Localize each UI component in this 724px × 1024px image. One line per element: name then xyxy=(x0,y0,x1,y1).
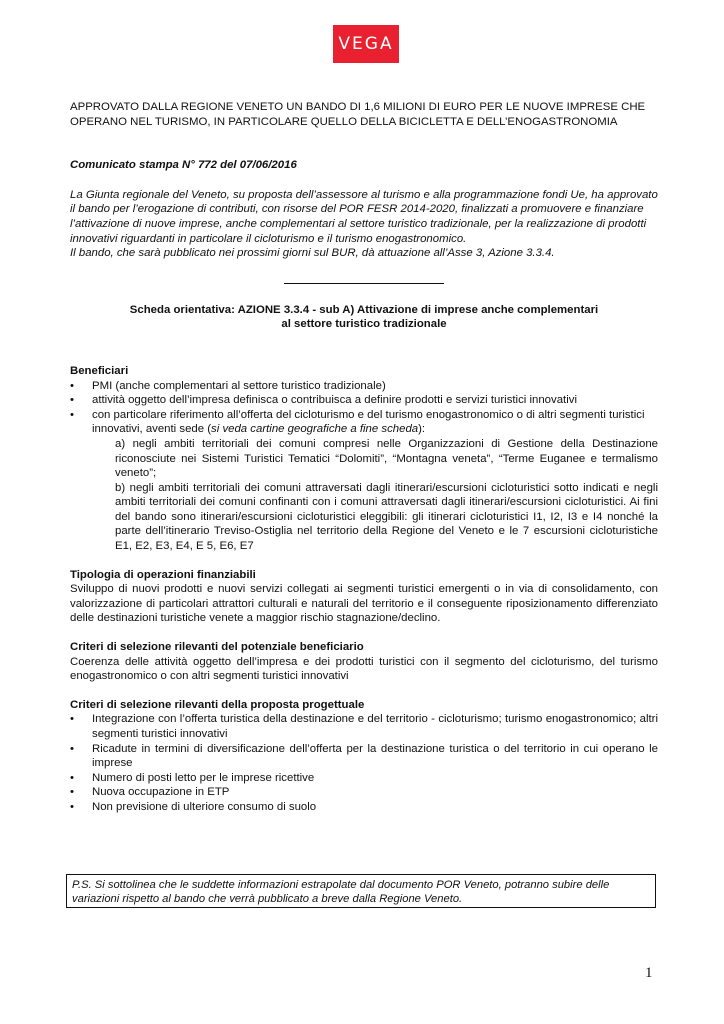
press-release-id: Comunicato stampa N° 772 del 07/06/2016 xyxy=(70,159,297,172)
sub-item-a: a) negli ambiti territoriali dei comuni compresi nelle Organizzazioni di Gestione della Destinazione riconosciute nei Sistemi Turistici Tematici “Dolomiti”, “Montagna veneta”, “Terme Euganee e termalismo veneto”; xyxy=(115,437,658,480)
intro-paragraph xyxy=(70,188,658,261)
beneficiari-heading: Beneficiari xyxy=(70,364,129,377)
list-item: • Non previsione di ulteriore consumo di suolo xyxy=(70,800,658,815)
item-text: con particolare riferimento all’offerta del cicloturismo e del turismo enogastronomico o di altri segmenti turistici innovativi, aventi sede ( xyxy=(92,408,645,436)
list-item: • attività oggetto dell’impresa definisca o contribuisca a definire prodotti e servizi turistici innovativi xyxy=(70,393,658,408)
beneficiari-list xyxy=(70,379,658,437)
scheda-line-1: Scheda orientativa: AZIONE 3.3.4 - sub A) Attivazione di imprese anche complementari xyxy=(129,303,599,316)
item-text-italic: si veda cartine geografiche a fine scheda xyxy=(211,423,419,436)
list-item: • Integrazione con l’offerta turistica della destinazione e del territorio - cicloturismo; turismo enogastronomico; altri segmenti turistici innovativi xyxy=(70,712,658,741)
ps-note-box: P.S. Si sottolinea che le suddette informazioni estrapolate dal documento POR Veneto, potranno subire delle variazioni rispetto al bando che verrà pubblicato a breve dalla Regione Veneto. xyxy=(66,874,656,908)
tipologia-text: Sviluppo di nuovi prodotti e nuovi servizi collegati ai segmenti turistici emergenti o in via di consolidamento, con valorizzazione di particolari attrattori culturali e naturali del territorio e il conseguente riposizionamento differenziato delle destinazioni turistiche venete a maggior rischio stagnazione/declino. xyxy=(70,583,658,625)
logo-text: VEGA xyxy=(338,34,394,54)
page-number: 1 xyxy=(645,965,653,981)
intro-line-1: La Giunta regionale del Veneto, su proposta dell’assessore al turismo e alla programmazione fondi Ue, ha approvato il bando per l’erogazione di contributi, con risorse del POR FESR 2014-2020, finalizzati a promuovere e finanziare l’attivazione di nuove imprese, anche complementari al settore turistico tradizionale, per la realizzazione di prodotti innovativi riguardanti in particolare il cicloturismo e il turismo enogastronomico. xyxy=(70,188,658,245)
list-item: • Ricadute in termini di diversificazione dell’offerta per la destinazione turistica o del territorio in cui operano le imprese xyxy=(70,742,658,771)
criteri-beneficiario-heading: Criteri di selezione rilevanti del potenziale beneficiario xyxy=(70,641,364,654)
list-item xyxy=(70,408,658,437)
list-item: • Numero di posti letto per le imprese ricettive xyxy=(70,771,658,786)
intro-line-2: Il bando, che sarà pubblicato nei prossimi giorni sul BUR, dà attuazione all’Asse 3, Azione 3.3.4. xyxy=(70,247,555,260)
criteri-beneficiario-text: Coerenza delle attività oggetto dell’impresa e dei prodotti turistici con il segmento del cicloturismo, del turismo enogastronomico o con altri segmenti turistici innovativi xyxy=(70,655,658,683)
tipologia-heading: Tipologia di operazioni finanziabili xyxy=(70,568,256,581)
list-item: • Nuova occupazione in ETP xyxy=(70,785,658,800)
document-body xyxy=(70,100,658,815)
sub-item-b: b) negli ambiti territoriali dei comuni attraversati dagli itinerari/escursioni cicloturistici sotto indicati e negli ambiti territoriali dei comuni confinanti con i comuni attraversati dagli itinerari/escursioni cicloturistici. Ai fini del bando sono itinerari/escursioni cicloturistici eleggibili: gli itinerari cicloturistici I1, I2, I3 e I4 nonché la parte dell’itinerario Treviso-Ostiglia nel territorio della Regione del Veneto e le 7 escursioni cicloturistiche E1, E2, E3, E4, E 5, E6, E7 xyxy=(115,481,658,553)
separator-line xyxy=(284,283,444,284)
scheda-heading xyxy=(70,303,658,332)
scheda-line-2: al settore turistico tradizionale xyxy=(281,318,447,331)
criteri-proposta-heading: Criteri di selezione rilevanti della proposta progettuale xyxy=(70,698,365,711)
vega-logo xyxy=(333,25,399,63)
criteri-proposta-list xyxy=(70,712,658,814)
document-title: APPROVATO DALLA REGIONE VENETO UN BANDO DI 1,6 MILIONI DI EURO PER LE NUOVE IMPRESE CHE OPERANO NEL TURISMO, IN PARTICOLARE QUELLO DELLA BICICLETTA E DELL’ENOGASTRONOMIA xyxy=(70,101,646,128)
list-item: • PMI (anche complementari al settore turistico tradizionale) xyxy=(70,379,658,394)
item-text-end: ): xyxy=(418,423,426,436)
